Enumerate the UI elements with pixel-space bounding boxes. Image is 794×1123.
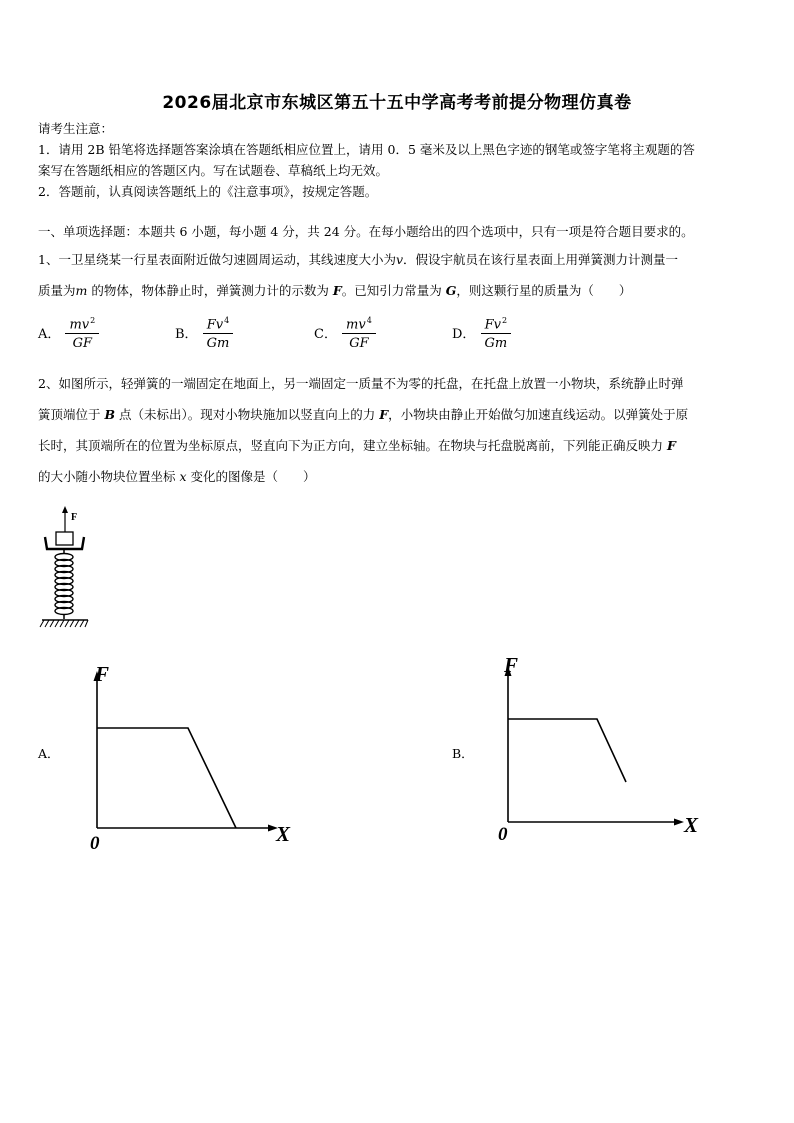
q2-var-B: B (104, 407, 116, 422)
q2-option-a-letter[interactable]: A． (38, 746, 60, 761)
q1-line-2 (38, 283, 631, 298)
page-title: 2026届北京市东城区第五十五中学高考考前提分物理仿真卷 (162, 93, 632, 113)
option-fraction: $\frac{Fv^4}{Gm}$ (203, 316, 234, 351)
q1-text: 1、一卫星绕某一行星表面附近做匀速圆周运动，其线速度大小为 (38, 252, 396, 267)
notice-item-1-line-1: 1．请用 2B 铅笔将选择题答案涂填在答题纸相应位置上，请用 0．5 毫米及以上黑色字迹的钢笔或签字笔将主观题的答 (38, 142, 695, 157)
q1-text: ．假设宇航员在该行星表面上用弹簧测力计测量一 (403, 252, 679, 267)
q2-line-3: 长时，其顶端所在的位置为坐标原点，竖直向下为正方向，建立坐标轴。在物块与托盘脱离前，下列能正确反映力 F (38, 438, 676, 453)
x-axis-label: X (684, 813, 699, 837)
spring-tray-figure (38, 502, 98, 634)
q1-var-G: G (445, 283, 457, 298)
option-letter: D． (452, 327, 476, 343)
origin-label: 0 (498, 824, 508, 845)
q1-var-v: v (395, 252, 404, 267)
option-fraction: $\frac{Fv^2}{Gm}$ (481, 316, 512, 351)
option-letter: B． (175, 327, 198, 343)
option-fraction: $\frac{mv^4}{GF}$ (342, 316, 376, 351)
notice-heading: 请考生注意： (38, 121, 114, 136)
y-axis-label: F (504, 653, 519, 677)
x-axis-label: X (276, 822, 291, 846)
q1-text: ，则这颗行星的质量为（ ） (456, 283, 632, 298)
q2-option-b-graph[interactable] (490, 648, 710, 848)
q2-line-1: 2、如图所示，轻弹簧的一端固定在地面上，另一端固定一质量不为零的托盘，在托盘上放置一小物块，系统静止时弹 (38, 376, 684, 391)
option-fraction: $\frac{mv^2}{GF}$ (65, 316, 99, 351)
q2-line-2: 簧顶端位于 B 点（未标出）。现对小物块施加以竖直向上的力 F，小物块由静止开始做匀加速直线运动。以弹簧处于原 (38, 407, 689, 422)
q2-var-F: F (379, 407, 389, 422)
option-letter: C． (314, 327, 337, 343)
q2-option-b-letter[interactable]: B． (452, 746, 474, 761)
y-axis-label: F (95, 662, 110, 686)
option-letter: A． (38, 327, 61, 343)
spring-force-label: F (71, 512, 78, 523)
q2-var-F: F (666, 438, 676, 453)
origin-label: 0 (90, 833, 100, 854)
q1-text: 质量为 (38, 283, 76, 298)
section-heading: 一、单项选择题：本题共 6 小题，每小题 4 分，共 24 分。在每小题给出的四个选项中，只有一项是符合题目要求的。 (38, 224, 694, 239)
q1-text: 。已知引力常量为 (341, 283, 446, 298)
q1-var-F: F (332, 283, 342, 298)
q1-option-b[interactable] (175, 316, 233, 351)
q2-option-a-graph[interactable] (80, 655, 300, 855)
q1-text: 的物体，物体静止时，弹簧测力计的示数为 (87, 283, 333, 298)
q1-line-1 (38, 252, 678, 267)
q2-var-x: x (179, 469, 187, 484)
q1-option-c[interactable] (314, 316, 376, 351)
notice-item-2: 2．答题前，认真阅读答题纸上的《注意事项》，按规定答题。 (38, 184, 378, 199)
q1-option-a[interactable] (38, 316, 99, 351)
q2-line-4: 的大小随小物块位置坐标 x 变化的图像是（ ） (38, 469, 316, 484)
notice-item-1-line-2: 案写在答题纸相应的答题区内。写在试题卷、草稿纸上均无效。 (38, 163, 389, 178)
q1-var-m: m (75, 283, 88, 298)
q1-option-d[interactable] (452, 316, 511, 351)
